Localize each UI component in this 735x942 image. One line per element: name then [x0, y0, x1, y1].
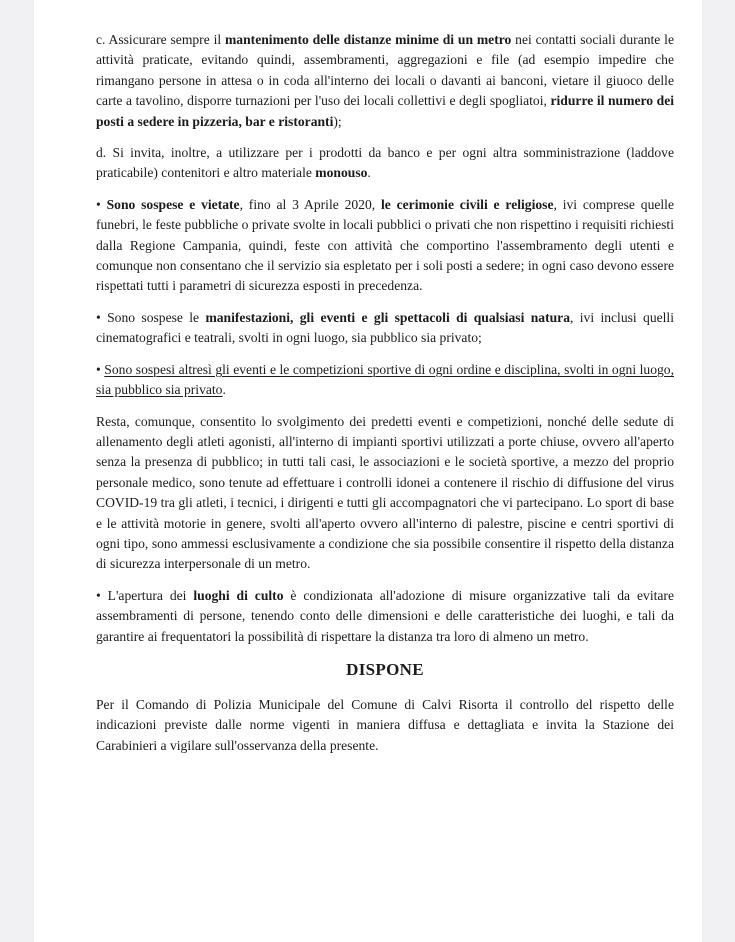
document-body [96, 30, 674, 767]
paragraph-para-closing [96, 695, 674, 756]
text-run: , ivi inclusi quelli cinematografici e teatrali, svolti in ogni luogo, sia pubblico sia privato; [96, 309, 674, 346]
bold-text: mantenimento delle distanze minime di un metro [224, 32, 512, 47]
text-run: • [96, 361, 105, 377]
text-run: , ivi comprese quelle funebri, le feste pubbliche o private svolte in locali pubblici o privati che non rispettino i requisiti richiesti dalla Regione Campania, quindi, feste con attività che comportino l'assembramento degli utenti e comunque non consentano che il servizio sia espletato per i soli posti a sedere; in ogni caso devono essere rispettati tutti i parametri di sicurezza esposti in precedenza. [96, 196, 674, 294]
bold-text: monouso [315, 165, 368, 181]
paragraph-item-c [96, 30, 674, 132]
paragraph-bullet-ceremonies [96, 195, 674, 297]
paragraph-item-d [96, 143, 674, 184]
section-heading: DISPONE [346, 659, 424, 679]
paragraph-bullet-worship [96, 586, 674, 647]
text-run: • Sono sospese le [96, 309, 206, 325]
bold-text: ridurre il numero dei posti a sedere in pizzeria, bar e ristoranti [96, 93, 675, 129]
text-run: d. Si invita, inoltre, a utilizzare per i prodotti da banco e per ogni altra somministrazione (laddove praticabile) contenitori e altro materiale [96, 145, 674, 181]
text-run: è condizionata all'adozione di misure organizzative tali da evitare assembramenti di persone, tenendo conto delle dimensioni e delle caratteristiche dei luoghi, e tali da garantire ai frequentatori la possibilità di rispettare la distanza tra loro di almeno un metro. [96, 587, 674, 644]
text-run: , fino al 3 Aprile 2020, [239, 196, 381, 212]
closing-section [96, 695, 674, 756]
bold-text: manifestazioni, gli eventi e gli spettacoli di qualsiasi natura [205, 309, 570, 325]
paragraph-para-sports-exception [96, 412, 674, 575]
text-run: . [222, 382, 226, 398]
bold-text: Sono sospese e vietate [106, 196, 240, 212]
text-run: • L'apertura dei [96, 587, 194, 603]
text-run: • [96, 196, 107, 212]
paragraph-bullet-events [96, 308, 674, 349]
text-run: . [367, 165, 371, 181]
text-run: nei contatti sociali durante le attività praticate, evitando quindi, assembramenti, aggregazioni e file (ad esempio impedire che rimangano persone in attesa o in coda all'interno dei locali o davanti ai banconi, vietare il giuoco delle carte a tavolino, disporre turnazioni per l'uso dei locali collettivi e degli spogliatoi, [96, 32, 674, 109]
ordinance-clauses [96, 30, 674, 647]
bold-text: le cerimonie civili e religiose [380, 196, 554, 212]
text-run: Per il Comando di Polizia Municipale del Comune di Calvi Risorta il controllo del rispetto delle indicazioni previste dalle norme vigenti in maniera diffusa e dettagliata e invita la Stazione dei Carabinieri a vigilare sull'osservanza della presente. [96, 696, 674, 753]
underlined-text: Sono sospesi altresì gli eventi e le competizioni sportive di ogni ordine e disciplina, svolti in ogni luogo, sia pubblico sia privato [96, 361, 674, 398]
bold-text: luoghi di culto [193, 587, 284, 603]
document-page [34, 0, 702, 942]
text-run: ); [333, 113, 342, 129]
paragraph-bullet-sports [96, 360, 674, 401]
text-run: c. Assicurare sempre il [96, 32, 225, 47]
text-run: Resta, comunque, consentito lo svolgimento dei predetti eventi e competizioni, nonché delle sedute di allenamento degli atleti agonisti, all'interno di impianti sportivi utilizzati a porte chiuse, ovvero all'aperto senza la presenza di pubblico; in tutti tali casi, le associazioni e le società sportive, a mezzo del proprio personale medico, sono tenute ad effettuare i controlli idonei a contenere il rischio di diffusione del virus COVID-19 tra gli atleti, i tecnici, i dirigenti e tutti gli accompagnatori che vi partecipano. Lo sport di base e le attività motorie in genere, svolti all'aperto ovvero all'interno di palestre, piscine e centri sportivi di ogni tipo, sono ammessi esclusivamente a condizione che sia possibile consentire il rispetto della distanza di sicurezza interpersonale di un metro. [96, 413, 674, 572]
